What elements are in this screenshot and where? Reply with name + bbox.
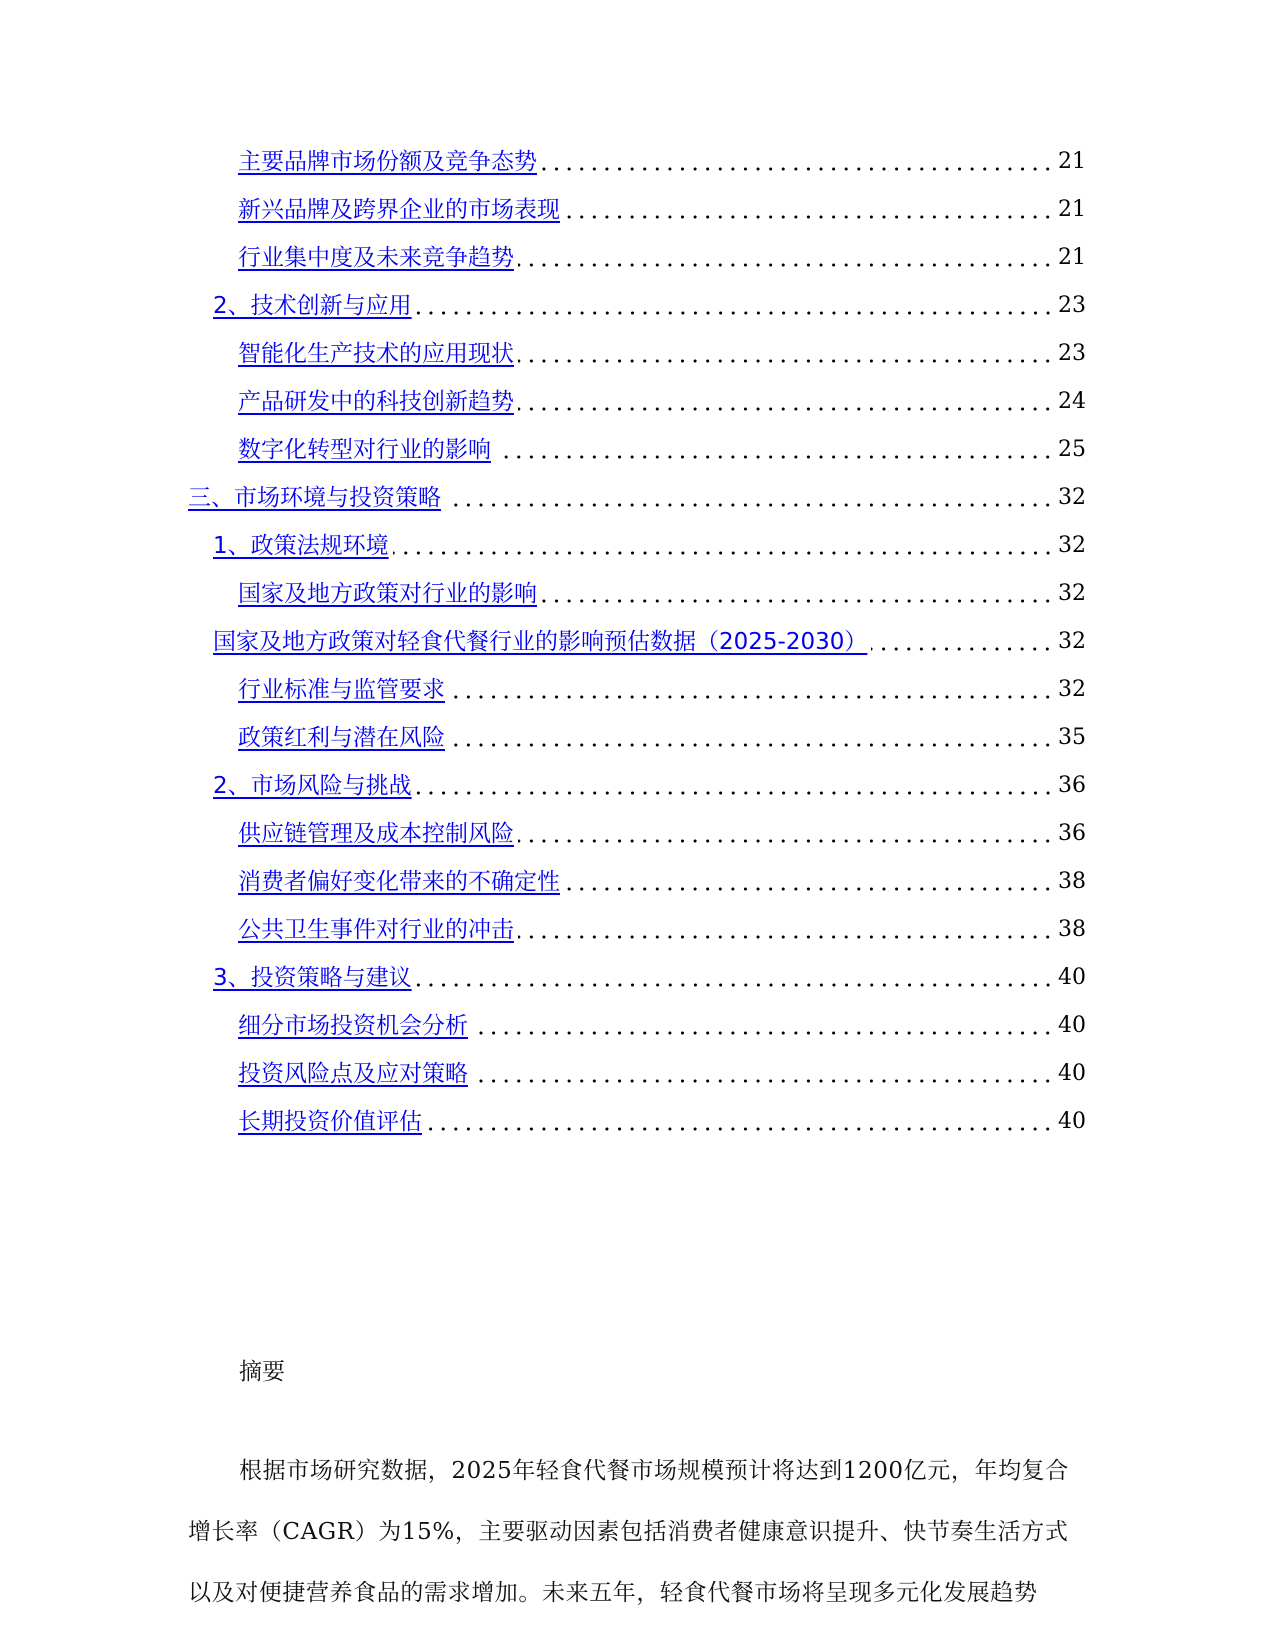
toc-link[interactable]: 主要品牌市场份额及竞争态势 <box>238 149 537 175</box>
toc-entry <box>0 191 1275 225</box>
toc-link[interactable]: 国家及地方政策对行业的影响 <box>238 581 537 607</box>
toc-entry <box>0 431 1275 465</box>
toc-entry <box>0 383 1275 417</box>
toc-link[interactable]: 供应链管理及成本控制风险 <box>238 821 514 847</box>
toc-entry <box>0 1055 1275 1089</box>
abstract-paragraph-line: 以及对便捷营养食品的需求增加。未来五年，轻食代餐市场将呈现多元化发展趋势 <box>188 1580 1038 1606</box>
toc-entry <box>0 815 1275 849</box>
dot-leader <box>416 291 1054 321</box>
dot-leader <box>393 531 1054 561</box>
toc-link[interactable]: 2、技术创新与应用 <box>213 293 412 319</box>
page-number: 40 <box>1058 1013 1086 1038</box>
toc-entry-line <box>238 1107 1086 1137</box>
page-number: 21 <box>1058 245 1086 270</box>
toc-entry-line <box>213 531 1086 561</box>
toc-entry-line <box>238 339 1086 369</box>
toc-link[interactable]: 新兴品牌及跨界企业的市场表现 <box>238 197 560 223</box>
dot-leader <box>564 867 1054 897</box>
toc-link[interactable]: 消费者偏好变化带来的不确定性 <box>238 869 560 895</box>
page-number: 21 <box>1058 149 1086 174</box>
toc-entry <box>0 335 1275 369</box>
toc-entry <box>0 863 1275 897</box>
toc-entry-line <box>238 579 1086 609</box>
toc-entry-line <box>213 291 1086 321</box>
dot-leader <box>518 339 1054 369</box>
toc-entry-line <box>238 387 1086 417</box>
page-number: 38 <box>1058 917 1086 942</box>
toc-entry-line <box>238 1059 1086 1089</box>
toc-entry <box>0 911 1275 945</box>
page-number: 25 <box>1058 437 1086 462</box>
toc-entry <box>0 767 1275 801</box>
abstract-paragraph-line: 增长率（CAGR）为15%，主要驱动因素包括消费者健康意识提升、快节奏生活方式 <box>188 1519 1069 1545</box>
toc-entry-line <box>188 483 1086 513</box>
toc-link[interactable]: 行业集中度及未来竞争趋势 <box>238 245 514 271</box>
dot-leader <box>518 819 1054 849</box>
dot-leader <box>445 483 1054 513</box>
page-number: 23 <box>1058 341 1086 366</box>
toc-entry-line <box>238 867 1086 897</box>
dot-leader <box>871 627 1054 657</box>
toc-entry <box>0 575 1275 609</box>
toc-entry <box>0 287 1275 321</box>
toc-entry <box>0 959 1275 993</box>
page-number: 36 <box>1058 773 1086 798</box>
dot-leader <box>518 387 1054 417</box>
abstract-paragraph-line: 根据市场研究数据，2025年轻食代餐市场规模预计将达到1200亿元，年均复合 <box>239 1458 1069 1484</box>
toc-entry <box>0 719 1275 753</box>
toc-entry-line <box>213 627 1086 657</box>
toc-entry <box>0 1007 1275 1041</box>
toc-link[interactable]: 行业标准与监管要求 <box>238 677 445 703</box>
toc-entry-line <box>238 195 1086 225</box>
toc-entry-line <box>213 963 1086 993</box>
toc-link[interactable]: 长期投资价值评估 <box>238 1109 422 1135</box>
page-number: 32 <box>1058 629 1086 654</box>
page-number: 21 <box>1058 197 1086 222</box>
toc-entry-line <box>238 243 1086 273</box>
dot-leader <box>426 1107 1054 1137</box>
toc-entry-line <box>238 675 1086 705</box>
toc-link[interactable]: 1、政策法规环境 <box>213 533 389 559</box>
page-number: 32 <box>1058 485 1086 510</box>
toc-entry <box>0 479 1275 513</box>
page-number: 36 <box>1058 821 1086 846</box>
dot-leader <box>472 1011 1054 1041</box>
toc-link[interactable]: 3、投资策略与建议 <box>213 965 412 991</box>
page-number: 24 <box>1058 389 1086 414</box>
toc-entry <box>0 239 1275 273</box>
toc-entry-line <box>213 771 1086 801</box>
toc-link[interactable]: 三、市场环境与投资策略 <box>188 485 441 511</box>
toc-link[interactable]: 政策红利与潜在风险 <box>238 725 445 751</box>
dot-leader <box>541 579 1054 609</box>
dot-leader <box>449 675 1054 705</box>
toc-link[interactable]: 数字化转型对行业的影响 <box>238 437 491 463</box>
page-number: 32 <box>1058 533 1086 558</box>
dot-leader <box>564 195 1054 225</box>
page-number: 35 <box>1058 725 1086 750</box>
toc-entry <box>0 671 1275 705</box>
toc-link[interactable]: 细分市场投资机会分析 <box>238 1013 468 1039</box>
toc-link[interactable]: 智能化生产技术的应用现状 <box>238 341 514 367</box>
toc-entry-line <box>238 819 1086 849</box>
toc-link[interactable]: 投资风险点及应对策略 <box>238 1061 468 1087</box>
toc-entry-line <box>238 147 1086 177</box>
page-number: 40 <box>1058 1061 1086 1086</box>
page-number: 32 <box>1058 581 1086 606</box>
dot-leader <box>416 771 1054 801</box>
toc-entry-line <box>238 435 1086 465</box>
page-number: 23 <box>1058 293 1086 318</box>
page-number: 40 <box>1058 965 1086 990</box>
toc-entry <box>0 527 1275 561</box>
dot-leader <box>495 435 1054 465</box>
toc-entry-line <box>238 723 1086 753</box>
toc-entry-line <box>238 915 1086 945</box>
dot-leader <box>416 963 1054 993</box>
toc-link[interactable]: 2、市场风险与挑战 <box>213 773 412 799</box>
dot-leader <box>541 147 1054 177</box>
page-number: 38 <box>1058 869 1086 894</box>
toc-entry-line <box>238 1011 1086 1041</box>
dot-leader <box>472 1059 1054 1089</box>
dot-leader <box>518 243 1054 273</box>
toc-entry <box>0 143 1275 177</box>
abstract-heading: 摘要 <box>239 1359 285 1385</box>
toc-entry <box>0 623 1275 657</box>
toc-entry <box>0 1103 1275 1137</box>
toc-link[interactable]: 公共卫生事件对行业的冲击 <box>238 917 514 943</box>
page-number: 40 <box>1058 1109 1086 1134</box>
dot-leader <box>518 915 1054 945</box>
page-number: 32 <box>1058 677 1086 702</box>
toc-link[interactable]: 产品研发中的科技创新趋势 <box>238 389 514 415</box>
toc-link[interactable]: 国家及地方政策对轻食代餐行业的影响预估数据（2025-2030） <box>213 629 868 655</box>
dot-leader <box>449 723 1054 753</box>
